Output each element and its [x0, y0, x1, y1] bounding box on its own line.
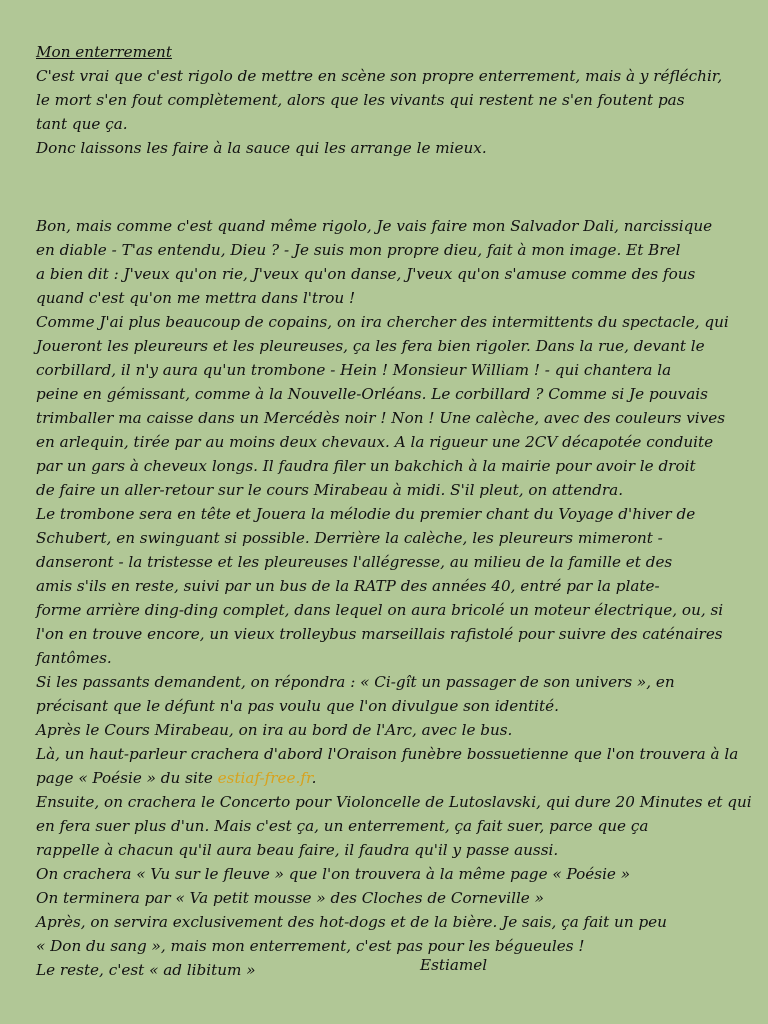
- document-title: Mon enterrement: [36, 43, 172, 61]
- text-line: amis s'ils en reste, suivi par un bus de la RATP des années 40, entré par la plate-: [36, 577, 660, 596]
- document-body: [36, 64, 742, 766]
- text-line: le mort s'en fout complètement, alors que les vivants qui restent ne s'en foutent pas: [36, 91, 685, 109]
- text-line: Donc laissons les faire à la sauce qui les arrange le mieux.: [36, 139, 487, 157]
- text-line: « Don du sang », mais mon enterrement, c'est pas pour les bégueules !: [36, 937, 585, 956]
- text-line: forme arrière ding-ding complet, dans lequel on aura bricolé un moteur électrique, ou, si: [36, 601, 724, 620]
- blank-line: [36, 175, 742, 199]
- text-line: peine en gémissant, comme à la Nouvelle-Orléans. Le corbillard ? Comme si Je pouvais: [36, 385, 708, 404]
- text-line: a bien dit : J'veux qu'on rie, J'veux qu'on danse, J'veux qu'on s'amuse comme des fous: [36, 265, 696, 284]
- site-link[interactable]: estiaf-free.fr: [217, 769, 312, 788]
- text-line: danseront - la tristesse et les pleureuses l'allégresse, au milieu de la famille et des: [36, 553, 673, 572]
- text-line: Joueront les pleureurs et les pleureuses, ça les fera bien rigoler. Dans la rue, devant le: [36, 337, 705, 356]
- text-line: On crachera « Vu sur le fleuve » que l'on trouvera à la même page « Poésie »: [36, 865, 631, 884]
- link-line-prefix: page « Poésie » du site: [36, 769, 218, 788]
- link-line: [36, 766, 742, 790]
- text-line: fantômes.: [36, 649, 112, 668]
- text-line: en fera suer plus d'un. Mais c'est ça, un enterrement, ça fait suer, parce que ça: [36, 817, 649, 836]
- text-line: Bon, mais comme c'est quand même rigolo, Je vais faire mon Salvador Dali, narcissique: [36, 217, 713, 236]
- text-line: Schubert, en swinguant si possible. Derrière la calèche, les pleureurs mimeront -: [36, 529, 663, 548]
- text-line: On terminera par « Va petit mousse » des Cloches de Corneville »: [36, 889, 544, 908]
- text-line: Le reste, c'est « ad libitum »: [36, 961, 256, 980]
- text-line: Après le Cours Mirabeau, on ira au bord de l'Arc, avec le bus.: [36, 721, 513, 740]
- text-line: l'on en trouve encore, un vieux trolleybus marseillais rafistolé pour suivre des caténaires: [36, 625, 723, 644]
- text-line: corbillard, il n'y aura qu'un trombone - Hein ! Monsieur William ! - qui chantera la: [36, 361, 672, 380]
- text-line: en diable - T'as entendu, Dieu ? - Je suis mon propre dieu, fait à mon image. Et Brel: [36, 241, 681, 260]
- link-line-suffix: .: [311, 769, 317, 788]
- text-line: précisant que le défunt n'a pas voulu que l'on divulgue son identité.: [36, 697, 559, 716]
- text-line: Là, un haut-parleur crachera d'abord l'Oraison funèbre bossuetienne que l'on trouvera à la: [36, 745, 739, 764]
- text-line: Ensuite, on crachera le Concerto pour Violoncelle de Lutoslavski, qui dure 20 Minutes et qui: [36, 793, 752, 812]
- text-line: en arlequin, tirée par au moins deux chevaux. A la rigueur une 2CV décapotée conduite: [36, 433, 714, 452]
- text-line: tant que ça.: [36, 115, 128, 133]
- text-line: Le trombone sera en tête et Jouera la mélodie du premier chant du Voyage d'hiver de: [36, 505, 696, 524]
- text-line: C'est vrai que c'est rigolo de mettre en scène son propre enterrement, mais à y réfléchir,: [36, 67, 723, 85]
- signature: Estiamel: [420, 956, 488, 974]
- text-line: Comme J'ai plus beaucoup de copains, on ira chercher des intermittents du spectacle, qui: [36, 313, 729, 332]
- text-line: trimballer ma caisse dans un Mercédès noir ! Non ! Une calèche, avec des couleurs vives: [36, 409, 726, 428]
- text-line: de faire un aller-retour sur le cours Mirabeau à midi. S'il pleut, on attendra.: [36, 481, 624, 500]
- text-line: quand c'est qu'on me mettra dans l'trou !: [36, 289, 356, 308]
- text-line: Si les passants demandent, on répondra : « Ci-gît un passager de son univers », en: [36, 673, 675, 692]
- text-line: rappelle à chacun qu'il aura beau faire, il faudra qu'il y passe aussi.: [36, 841, 559, 860]
- text-line: Après, on servira exclusivement des hot-dogs et de la bière. Je sais, ça fait un peu: [36, 913, 667, 932]
- text-line: par un gars à cheveux longs. Il faudra filer un bakchich à la mairie pour avoir le droit: [36, 457, 696, 476]
- document-body-continued: [36, 790, 752, 982]
